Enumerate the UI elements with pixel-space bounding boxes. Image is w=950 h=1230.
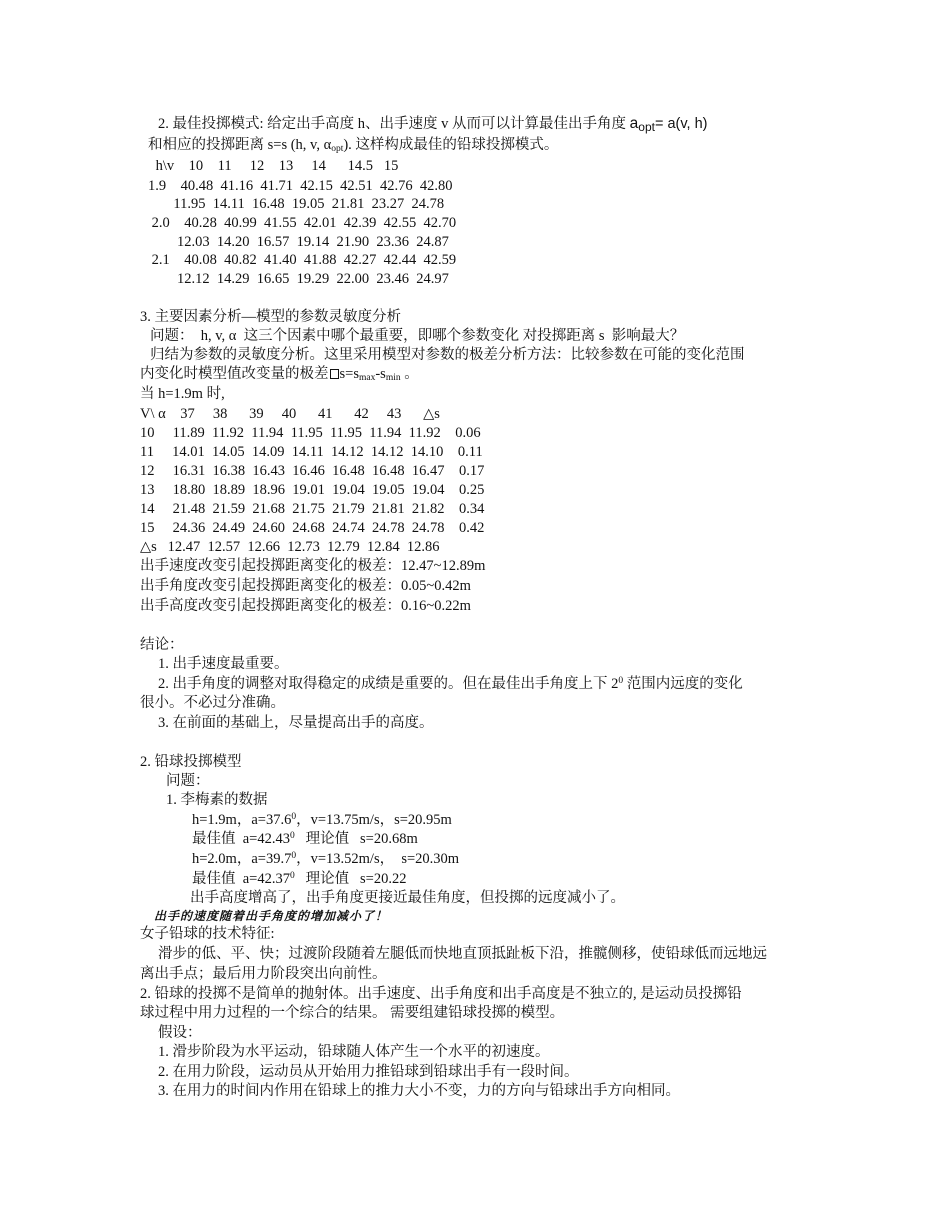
alpha-opt-subscript: opt <box>331 144 344 154</box>
table2-row: 14 21.48 21.59 21.68 21.75 21.79 21.81 21.82 0.34 <box>140 501 485 517</box>
data-line-4-prefix: 最佳值 a=42.37 <box>192 871 290 887</box>
model-remark: 出手高度增高了，出手角度更接近最佳角度，但投掷的远度减小了。 <box>190 890 625 906</box>
para-2-prefix: 内变化时模型值改变量的极差 <box>140 366 329 382</box>
best-mode-line-2 <box>148 136 558 154</box>
data-line-2-suffix: 理论值 s=20.68m <box>294 831 418 847</box>
table2-row: V\ α 37 38 39 40 41 42 43 △s <box>140 406 440 422</box>
table1-row: 1.9 40.48 41.16 41.71 42.15 42.51 42.76 42.80 <box>148 178 453 194</box>
best-mode-line-2-suffix: ). 这样构成最佳的铅球投掷模式。 <box>343 137 559 153</box>
table1-row: 2.0 40.28 40.99 41.55 42.01 42.39 42.55 42.70 <box>148 215 457 231</box>
table1-row: 11.95 14.11 16.48 19.05 21.81 23.27 24.78 <box>148 196 445 212</box>
section3-para-2 <box>140 365 419 383</box>
table1-row: 12.12 14.29 16.65 19.29 22.00 23.46 24.97 <box>148 271 449 287</box>
item-2-suffix: 范围内远度的变化 <box>623 676 743 692</box>
conclusion-item-3: 3. 在前面的基础上，尽量提高出手的高度。 <box>158 715 434 731</box>
assumption-2: 2. 在用力阶段，运动员从开始用力推铅球到铅球出手有一段时间。 <box>158 1064 579 1080</box>
range-height: 出手高度改变引起投掷距离变化的极差：0.16~0.22m <box>140 598 471 614</box>
table2-row: △s 12.47 12.57 12.66 12.73 12.79 12.84 12.86 <box>140 539 440 555</box>
female-line-1: 滑步的低、平、快；过渡阶段随着左腿低而快地直顶抵趾板下沿，推髋侧移，使铅球低而远地远 <box>158 946 767 962</box>
para-2-end: 。 <box>400 366 419 382</box>
female-title: 女子铅球的技术特征: <box>140 926 275 942</box>
data-line-2-prefix: 最佳值 a=42.43 <box>192 831 290 847</box>
section3-title: 3. 主要因素分析—模型的参数灵敏度分析 <box>140 309 401 325</box>
section3-question: 问题： h, v, α 这三个因素中哪个最重要，即哪个参数变化 对投掷距离 s 影响最大？ <box>150 328 685 344</box>
degree-sup: 0 <box>290 871 295 881</box>
aopt-formula: = a(v, h) <box>654 116 708 132</box>
model-sub-1: 1. 李梅素的数据 <box>166 792 268 808</box>
aopt-symbol <box>630 115 655 132</box>
degree-sup: 0 <box>291 851 297 861</box>
data-line-3 <box>192 850 459 868</box>
assumption-title: 假设： <box>158 1025 202 1041</box>
table2-row: 15 24.36 24.49 24.60 24.68 24.74 24.78 24.78 0.42 <box>140 520 485 536</box>
table2-row: 11 14.01 14.05 14.09 14.11 14.12 14.12 14.10 0.11 <box>140 444 483 460</box>
model-title: 2. 铅球投掷模型 <box>140 754 242 770</box>
item-2-prefix: 2. 出手角度的调整对取得稳定的成绩是重要的。但在最佳出手角度上下 2 <box>158 676 619 692</box>
conclusion-item-2 <box>158 675 743 693</box>
table1-row: h\v 10 11 12 13 14 14.5 15 <box>152 158 399 174</box>
max-subscript: max <box>358 373 376 383</box>
handwritten-note: 出手的速度随着出手角度的增加减小了！ <box>154 909 389 923</box>
aopt-a: a <box>629 115 639 132</box>
point2-line-2: 球过程中用力过程的一个综合的结果。 需要组建铅球投掷的模型。 <box>140 1005 565 1021</box>
model-question: 问题： <box>166 773 210 789</box>
data-line-1 <box>192 811 452 829</box>
table2-row: 10 11.89 11.92 11.94 11.95 11.95 11.94 11.92 0.06 <box>140 425 481 441</box>
degree-sup: 0 <box>291 812 297 822</box>
range-formula-s: s=s <box>339 366 359 382</box>
data-line-3-suffix: ，v=13.52m/s， s=20.30m <box>296 851 460 867</box>
table2-row: 13 18.80 18.89 18.96 19.01 19.04 19.05 19.04 0.25 <box>140 482 485 498</box>
aopt-subscript: opt <box>638 120 655 134</box>
degree-sup: 0 <box>290 831 295 841</box>
table1-row: 12.03 14.20 16.57 19.14 21.90 23.36 24.87 <box>148 234 449 250</box>
when-h: 当 h=1.9m 时, <box>140 386 225 402</box>
data-line-1-prefix: h=1.9m，a=37.6 <box>192 812 292 828</box>
section3-para-1: 归结为参数的灵敏度分析。这里采用模型对参数的极差分析方法：比较参数在可能的变化范围 <box>150 347 745 363</box>
best-mode-line-2-prefix: 和相应的投掷距离 s=s (h, v, α <box>148 137 332 153</box>
data-line-2 <box>192 830 418 848</box>
range-speed: 出手速度改变引起投掷距离变化的极差：12.47~12.89m <box>140 558 486 574</box>
conclusion-item-2-line-2: 很小。不必过分准确。 <box>140 695 285 711</box>
data-line-1-suffix: ，v=13.75m/s，s=20.95m <box>296 812 452 828</box>
assumption-3: 3. 在用力的时间内作用在铅球上的推力大小不变，力的方向与铅球出手方向相同。 <box>158 1083 680 1099</box>
data-line-4-suffix: 理论值 s=20.22 <box>294 871 407 887</box>
table2-row: 12 16.31 16.38 16.43 16.46 16.48 16.48 16.47 0.17 <box>140 463 485 479</box>
conclusion-item-1: 1. 出手速度最重要。 <box>158 656 289 672</box>
assumption-1: 1. 滑步阶段为水平运动，铅球随人体产生一个水平的初速度。 <box>158 1044 550 1060</box>
degree-sup: 0 <box>618 676 624 686</box>
point2-line-1: 2. 铅球的投掷不是简单的抛射体。出手速度、出手角度和出手高度是不独立的, 是运动员投掷铅 <box>140 986 742 1002</box>
data-line-3-prefix: h=2.0m，a=39.7 <box>192 851 292 867</box>
best-mode-text: 2. 最佳投掷模式: 给定出手高度 h、出手速度 v 从而可以计算最佳出手角度 <box>158 116 630 132</box>
missing-glyph-box-icon <box>330 369 339 379</box>
best-mode-line-1 <box>158 115 707 133</box>
conclusion-title: 结论： <box>140 637 184 653</box>
table1-row: 2.1 40.08 40.82 41.40 41.88 42.27 42.44 42.59 <box>148 252 457 268</box>
data-line-4 <box>192 870 406 888</box>
min-subscript: min <box>385 373 401 383</box>
range-formula-minus: -s <box>375 366 386 382</box>
female-line-2: 离出手点；最后用力阶段突出向前性。 <box>140 966 387 982</box>
range-angle: 出手角度改变引起投掷距离变化的极差：0.05~0.42m <box>140 578 471 594</box>
